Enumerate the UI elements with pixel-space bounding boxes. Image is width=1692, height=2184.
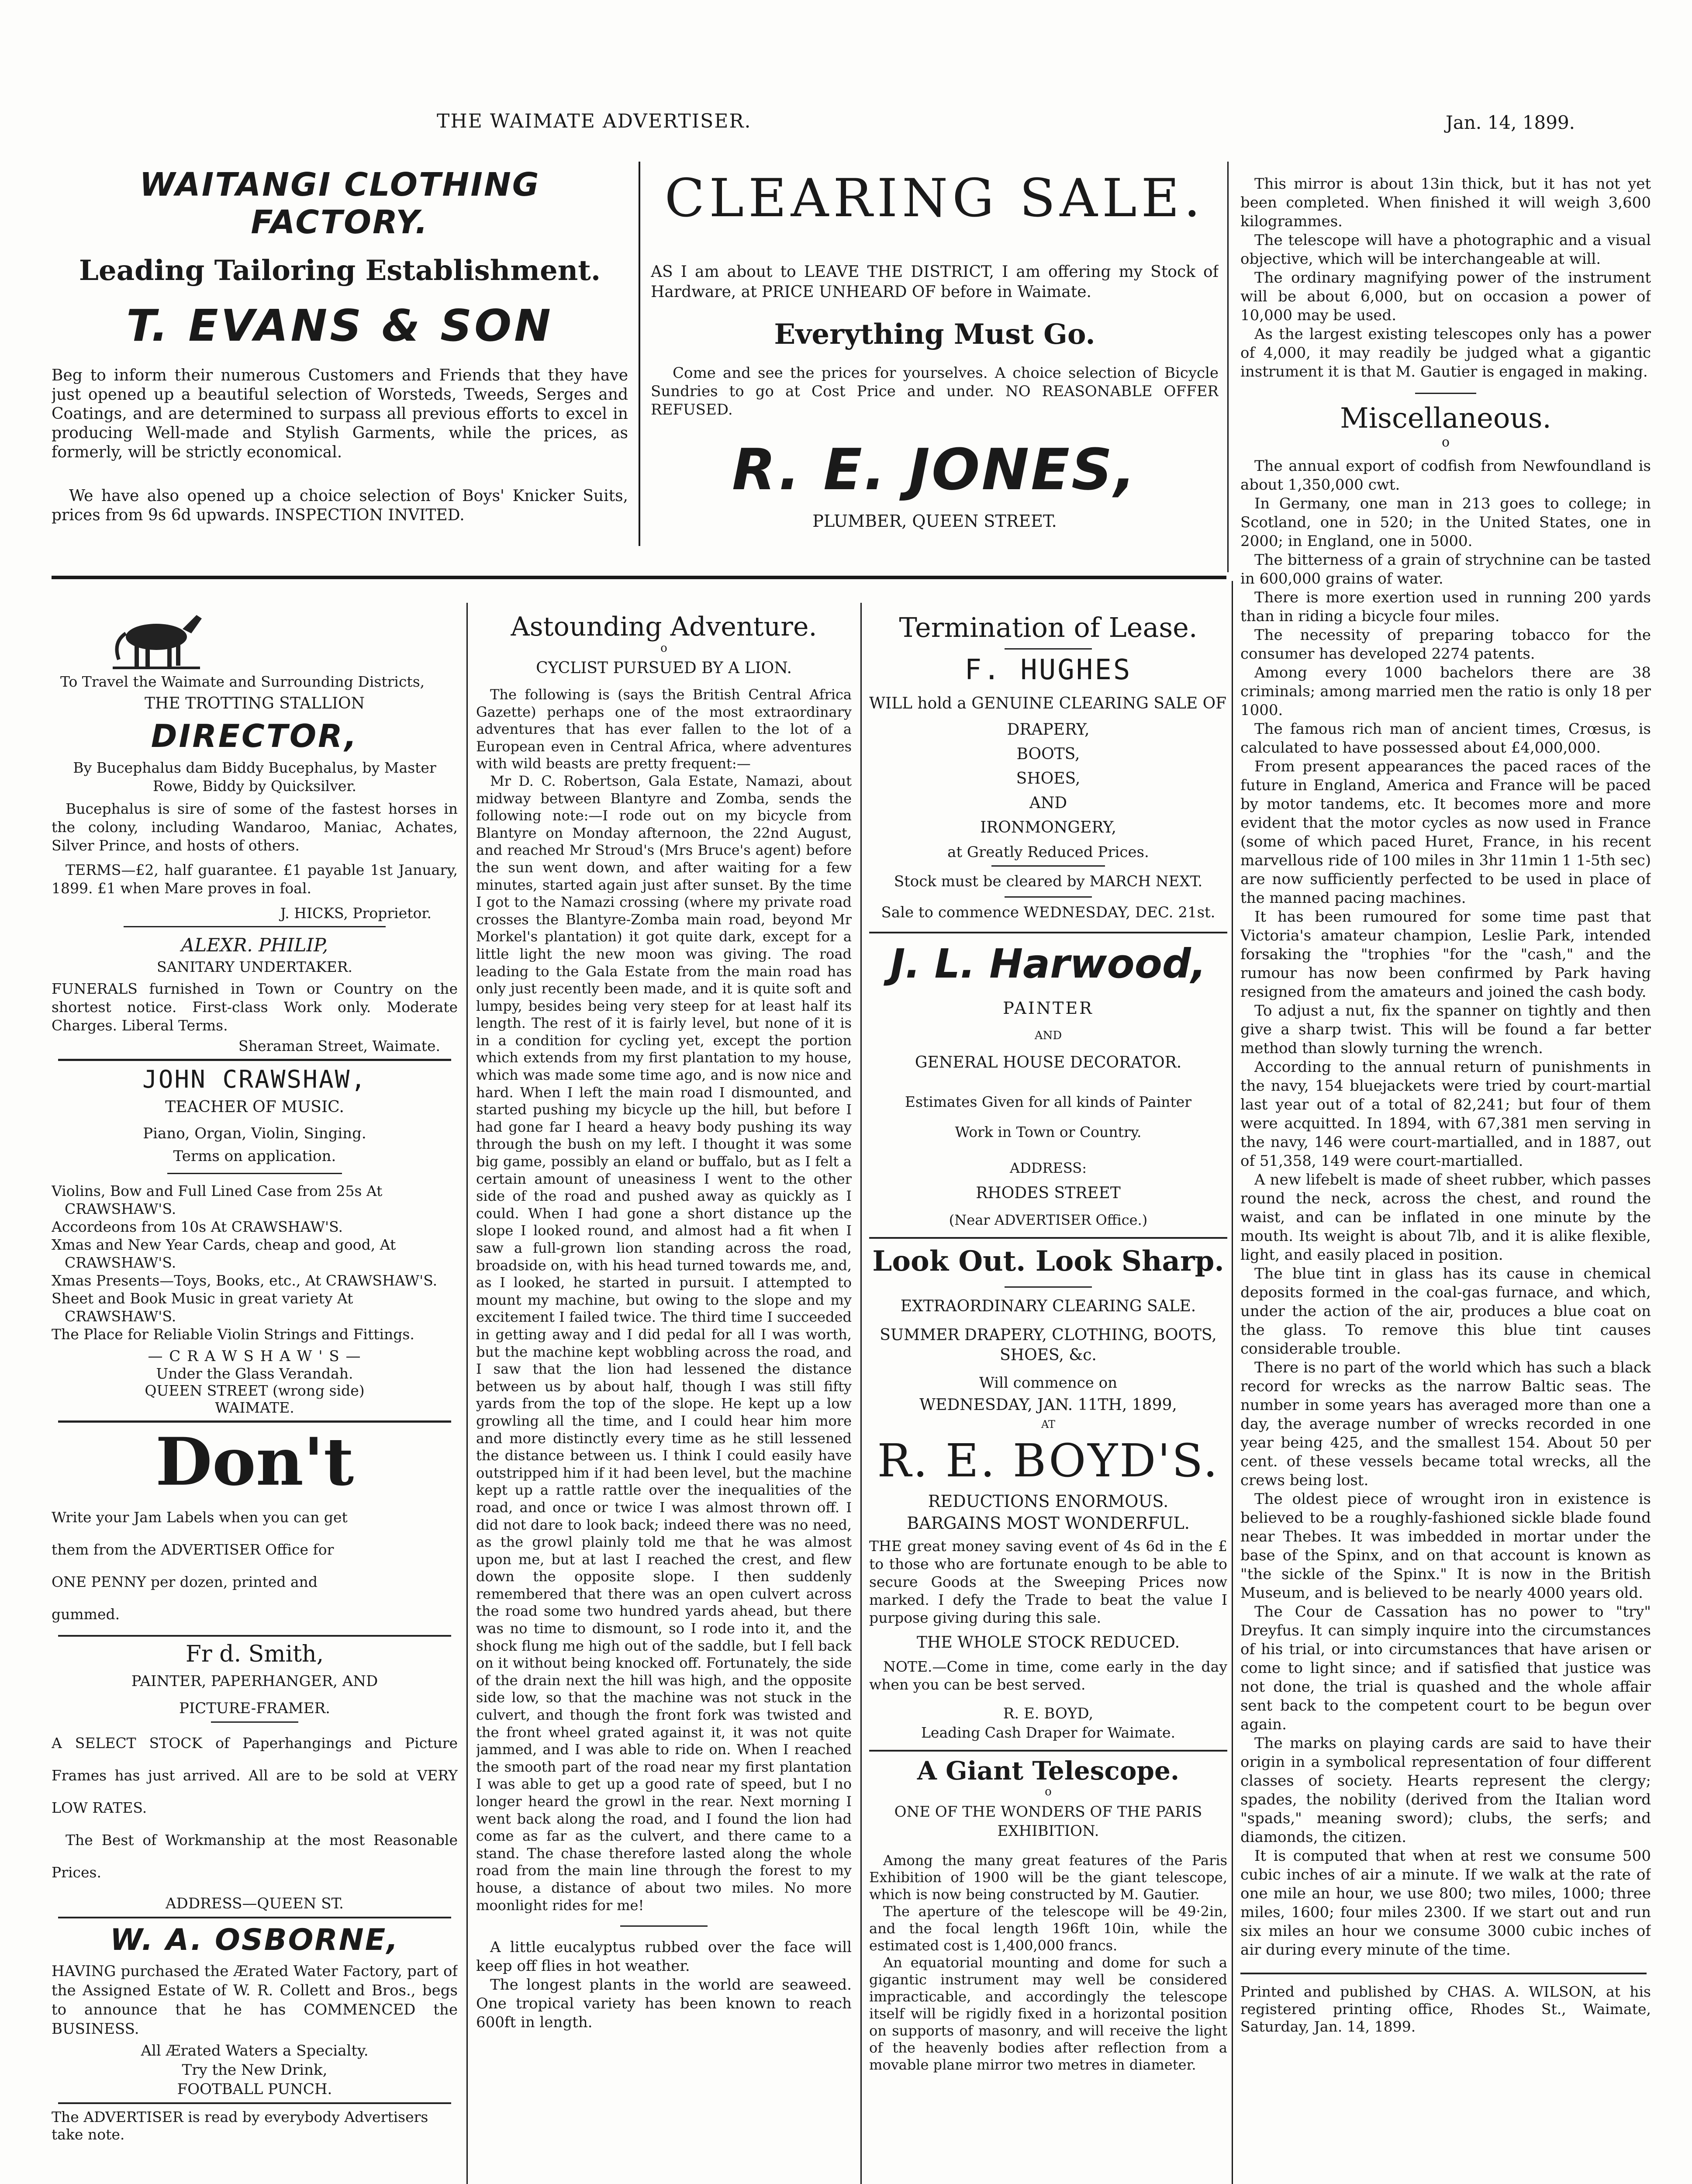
telescope-title: A Giant Telescope.	[917, 1756, 1180, 1786]
misc-paragraph: Among every 1000 bachelors there are 38 criminals; among married men the ratio is only 18 per 1000.	[1240, 664, 1651, 719]
masthead-date: Jan. 14, 1899.	[1446, 112, 1575, 133]
boyd-note: NOTE.—Come in time, come early in the day when you can be best served.	[869, 1658, 1227, 1693]
boyd-body: THE great money saving event of 4s 6d in the £ to those who are fortunate enough to be able to secure Goods at the Sweeping Prices now marked. I defy the Trade to beat the value I purpose giving during this sale.	[869, 1538, 1227, 1626]
misc-paragraph: It has been rumoured for some time past that Victoria's amateur champion, Leslie Park, intended forsaking the "trophies "for the "cash," and the rumour has now been confirmed by Park having resigned from the amateurs and joined the cash body.	[1240, 908, 1651, 1001]
divider	[620, 1925, 708, 1927]
misc-paragraph: The annual export of codfish from Newfoundland is about 1,350,000 cwt.	[1240, 457, 1651, 494]
lease-stock: Stock must be cleared by MARCH NEXT.	[894, 873, 1203, 890]
divider	[1005, 1286, 1092, 1288]
waitangi-body: Beg to inform their numerous Customers and Friends that they have just opened up a beautiful selection of Worsteds, Tweeds, Serges and Coatings, and are determined to surpass all previous efforts to excel in producing Well-made and Stylish Garments, while the prices, as formerly, will be strictly economical.	[52, 366, 628, 461]
misc-paragraph: It is computed that when at rest we consume 500 cubic inches of air a minute. If we walk at the rate of one mile an hour, we use 800; two miles, 1000; three miles, 1600; four miles 2300. If we start out and run six miles an hour we consume 3000 cubic inches of air during every minute of the time.	[1240, 1847, 1651, 1959]
adventure-paragraph: The following is (says the British Central Africa Gazette) perhaps one of the most extraordinary adventures that has ever fallen to the lot of a European even in Central Africa, where adventures with wild beasts are pretty frequent:—	[476, 686, 852, 772]
column-rule	[1227, 162, 1229, 572]
misc-paragraph: The Cour de Cassation has no power to "try" Dreyfus. It can simply inquire into the circumstances of his trial, or into circumstances that have arisen or come to light since; and if satisfied that justice was not done, the trial is quashed and the whole affair sent back to the competent court to be begun over again.	[1240, 1603, 1651, 1733]
clearing-trade: PLUMBER, QUEEN STREET.	[812, 511, 1057, 531]
harwood-trade: PAINTER	[1003, 999, 1094, 1018]
harwood-addr: RHODES STREET	[976, 1184, 1121, 1202]
director-body: Bucephalus is sire of some of the fastest horses in the colony, including Wandaroo, Maniac, Achates, Silver Prince, and hosts of others.	[52, 800, 458, 854]
clearing-title: CLEARING SALE.	[664, 170, 1205, 229]
divider	[991, 865, 1105, 867]
adventure-column	[476, 612, 852, 2184]
lease-item: DRAPERY,	[1007, 721, 1090, 739]
osborne-l1: All Ærated Waters a Specialty.	[141, 2042, 369, 2060]
osborne-name: W. A. OSBORNE,	[110, 1923, 399, 1957]
horse-icon	[104, 603, 209, 673]
boyd-goods: SUMMER DRAPERY, CLOTHING, BOOTS, SHOES, &c.	[880, 1326, 1217, 1364]
divider	[58, 1917, 451, 1918]
osborne-l2: Try the New Drink,	[182, 2061, 328, 2079]
lease-name: F. HUGHES	[964, 654, 1132, 686]
telescope-ornament: o	[1045, 1785, 1052, 1798]
waitangi-body2: We have also opened up a choice selection of Boys' Knicker Suits, prices from 9s 6d upwards. INSPECTION INVITED.	[52, 487, 628, 524]
misc-paragraph: The necessity of preparing tobacco for the consumer has developed 2274 patents.	[1240, 626, 1651, 663]
crawshaw-footer2: Under the Glass Verandah.	[156, 1365, 353, 1382]
telescope-sub: ONE OF THE WONDERS OF THE PARIS EXHIBITION.	[894, 1803, 1202, 1840]
philip-trade: SANITARY UNDERTAKER.	[156, 958, 353, 975]
clearing-sale-ad	[651, 170, 1219, 563]
smith-body2: The Best of Workmanship at the most Reasonable Prices.	[52, 1832, 458, 1881]
adventure-tail2: The longest plants in the world are seaweed. One tropical variety has been known to reach 600ft in length.	[476, 1976, 852, 2032]
smith-trade2: PICTURE-FRAMER.	[179, 1700, 330, 1717]
misc-paragraph: In Germany, one man in 213 goes to college; in Scotland, one in 520; in the United States, one in 2000; in England, one in 5000.	[1240, 495, 1651, 550]
misc-paragraph: There is no part of the world which has such a black record for wrecks as the narrow Baltic seas. The number in some years has averaged more than one a day, the average number of wrecks recorded in one year being 425, and the smallest 154. About 50 per cent. of these vessels became total wrecks, all the crews being lost.	[1240, 1359, 1651, 1489]
lease-item: SHOES,	[1016, 770, 1081, 788]
director-intro: To Travel the Waimate and Surrounding Districts,	[60, 673, 425, 690]
misc-title: Miscellaneous.	[1340, 402, 1551, 435]
waitangi-subtitle: Leading Tailoring Establishment.	[79, 254, 601, 287]
boyd-at: AT	[1041, 1418, 1056, 1431]
horse-illustration	[104, 603, 209, 673]
masthead-title: THE WAIMATE ADVERTISER.	[437, 110, 752, 132]
misc-paragraph: From present appearances the paced races of the future in England, America and France will be paced by motor tandems, etc. It becomes more and more evident that the motor cycles as now used in France (some of which paced Huret, France, in his recent marvellous ride of 100 miles in 3hr 11min 1 1-5th sec) are now sufficiently perfected to be used in place of the manned pacing machines.	[1240, 758, 1651, 907]
harwood-near: (Near ADVERTISER Office.)	[949, 1212, 1148, 1228]
adventure-paragraphs	[476, 686, 852, 1914]
harwood-est2: Work in Town or Country.	[955, 1123, 1142, 1140]
crawshaw-name: JOHN CRAWSHAW,	[142, 1065, 367, 1094]
director-pedigree: By Bucephalus dam Biddy Bucephalus, by Master Rowe, Biddy by Quicksilver.	[73, 759, 436, 795]
column-rule	[639, 162, 640, 546]
misc-paragraph: To adjust a nut, fix the spanner on tightly and then give a sharp twist. This will be found a far better method than slowly turning the wrench.	[1240, 1002, 1651, 1057]
clearing-name: R. E. JONES,	[732, 436, 1138, 503]
philip-body: FUNERALS furnished in Town or Country on the shortest notice. First-class Work only. Moderate Charges. Liberal Terms.	[52, 980, 458, 1034]
telescope-paragraph: Among the many great features of the Paris Exhibition of 1900 will be the giant telescope, which is now being constructed by M. Gautier.	[869, 1852, 1227, 1903]
adventure-ornament: o	[660, 642, 667, 655]
mirror-p4: As the largest existing telescopes only has a power of 4,000, it may readily be judged what a gigantic instrument it is that M. Gautier is engaged in making.	[1240, 325, 1651, 380]
osborne-body: HAVING purchased the Ærated Water Factory, part of the Assigned Estate of W. R. Collett and Bros., begs to announce that he has COMMENCED the BUSINESS.	[52, 1963, 458, 2038]
mirror-p2: The telescope will have a photographic and a visual objective, which will be interchangeable at will.	[1240, 232, 1651, 268]
lease-title: Termination of Lease.	[899, 612, 1198, 643]
left-column	[52, 603, 458, 2184]
column-rule	[1232, 581, 1233, 2184]
boyd-commence: Will commence on	[979, 1374, 1118, 1392]
divider	[869, 932, 1227, 933]
crawshaw-trade: TEACHER OF MUSIC.	[165, 1098, 344, 1116]
misc-paragraph: The oldest piece of wrought iron in existence is believed to be a roughly-fashioned sickle blade found near Thebes. It was imbedded in mortar under the base of the Spinx, and on that account is known as "the sickle of the Spinx." It is now in the British Museum, and is believed to be nearly 4000 years old.	[1240, 1490, 1651, 1602]
right-column	[1240, 175, 1651, 2184]
divider	[1005, 648, 1092, 650]
dont-title: Don't	[155, 1424, 354, 1500]
clearing-sub: Everything Must Go.	[774, 318, 1095, 351]
harwood-trade2: GENERAL HOUSE DECORATOR.	[915, 1054, 1182, 1071]
waitangi-name: T. EVANS & SON	[126, 300, 553, 351]
lease-item: AND	[1029, 794, 1067, 812]
crawshaw-terms: Terms on application.	[173, 1147, 336, 1165]
divider	[869, 1237, 1227, 1239]
divider	[1005, 896, 1092, 898]
lease-items	[869, 718, 1227, 840]
lease-sale: Sale to commence WEDNESDAY, DEC. 21st.	[881, 904, 1215, 921]
director-name: DIRECTOR,	[151, 718, 359, 754]
column-rule	[466, 603, 468, 2184]
column-rule	[860, 603, 862, 2184]
misc-paragraph: The famous rich man of ancient times, Crœsus, is calculated to have possessed about £4,000,000.	[1240, 720, 1651, 757]
smith-addr: ADDRESS—QUEEN ST.	[166, 1895, 344, 1912]
crawshaw-footer4: WAIMATE.	[215, 1399, 294, 1416]
crawshaw-footer1: — C R A W S H A W ' S —	[148, 1348, 362, 1365]
adventure-paragraph: Mr D. C. Robertson, Gala Estate, Namazi, about midway between Blantyre and Zomba, sends the following note:—I rode out on my bicycle from Blantyre on Monday afternoon, the 22nd August, and reached Mr Stroud's (Mrs Bruce's agent) before the sun went down, and after waiting for a few minutes, started again just after sunset. By the time I got to the Namazi crossing (where my private road crosses the Blantyre-Zomba main road, beyond Mr Morkel's plantation) it got quite dark, except for a little light the new moon was giving. The road leading to the Gala Estate from the main road has only just recently been made, and it is quite soft and lumpy, besides being very steep for at least half its length. The rest of it is fairly level, but none of it is in a condition for cycling yet, except the portion which extends from my first plantation to my house, which was made some time ago, and is now nice and hard. When I left the main road I dismounted, and started pushing my bicycle up the hill, but before I had gone far I heard a heavy body pushing its way through the bush on my left. I thought it was some big game, possibly an eland or buffalo, but as I felt a certain amount of uneasiness I went to the other side of the road and pushed away as quickly as I could. When I had gone a short distance up the slope I looked round, and almost had a fit when I saw a full-grown lion standing across the road, broadside on, with his head turned towards me, and, as I looked, he started in pursuit. I attempted to mount my machine, but owing to the slope and my excitement I failed twice. The third time I succeeded in getting away and I did pedal for all I was worth, but the machine kept wobbling across the road, and I saw that the lion had lessened the distance between us by about half, though I was still fifty yards from the top of the slope. He kept up a low growling all the time, and I could hear him more and more distinctly every time as he still lessened the distance between us. I think I could easily have outstripped him if it had been level, but the machine kept up a rattle rattle over the inequalities of the road, and once or twice I was almost thrown off. I did not dare to look back; indeed there was no need, as the growl plainly told me that he was almost upon me, but at last I reached the crest, and flew down the opposite slope. I then suddenly remembered that there was an open culvert across the road some two hundred yards ahead, but there was no time to dismount, so I rode into it, and the shock flung me high out of the saddle, but I fell back on it without being knocked off. Fortunately, the side of the drain next the hill was high, and the opposite side low, so that the machine was not stuck in the culvert, and though the front fork was twisted and the front wheel grated against it, it was not quite jammed, and I was able to ride on. When I reached the smooth part of the road near my first plantation I was able to get up a good rate of speed, but I no longer heard the growl in the rear. Next morning I went back along the road, and I found the lion had come as far as the culvert, and there came to a stand. The chase therefore lasted along the whole road from the main line through the forest to my house, a distance of about two miles. No more moonlight rides for me!	[476, 772, 852, 1914]
divider	[1415, 393, 1476, 394]
divider	[211, 1721, 298, 1723]
harwood-est: Estimates Given for all kinds of Painter	[905, 1093, 1192, 1110]
boyd-red: REDUCTIONS ENORMOUS.	[928, 1492, 1169, 1511]
dont-l1: Write your Jam Labels when you can get	[52, 1509, 348, 1526]
divider	[58, 1635, 451, 1637]
boyd-title: Look Out. Look Sharp.	[872, 1245, 1224, 1278]
crawshaw-item: Violins, Bow and Full Lined Case from 25s At CRAWSHAW'S.	[52, 1182, 383, 1217]
divider	[869, 1750, 1227, 1752]
smith-body1: A SELECT STOCK of Paperhangings and Picture Frames has just arrived. All are to be sold at VERY LOW RATES.	[52, 1735, 458, 1816]
crawshaw-footer3: QUEEN STREET (wrong side)	[145, 1382, 365, 1399]
adventure-sub: CYCLIST PURSUED BY A LION.	[536, 659, 792, 677]
waitangi-ad	[52, 166, 628, 546]
telescope-paragraphs	[869, 1852, 1227, 2073]
boyd-whole: THE WHOLE STOCK REDUCED.	[916, 1634, 1180, 1652]
crawshaw-item: Sheet and Book Music in great variety At CRAWSHAW'S.	[52, 1290, 353, 1325]
telescope-paragraph: An equatorial mounting and dome for such a gigantic instrument may well be considered impracticable, and accordingly the telescope itself will be rigidly fixed in a horizontal position on supports of masonry, and will receive the light of the heavenly bodies after reflection from a movable plane mirror two metres in diameter.	[869, 1954, 1227, 2073]
section-rule	[52, 576, 1226, 579]
divider	[124, 926, 386, 927]
dont-l3: ONE PENNY per dozen, printed and	[52, 1573, 318, 1590]
divider	[58, 2102, 451, 2104]
advertiser-note: The ADVERTISER is read by everybody Advertisers take note.	[52, 2108, 428, 2143]
divider	[167, 1173, 342, 1174]
lease-prices: at Greatly Reduced Prices.	[947, 843, 1149, 861]
ads-column	[869, 612, 1227, 2184]
crawshaw-item: The Place for Reliable Violin Strings and Fittings.	[52, 1326, 414, 1343]
misc-paragraph: According to the annual return of punishments in the navy, 154 bluejackets were tried by court-martial last year out of a total of 82,241; but four of them were acquitted. In 1894, with 67,381 men serving in the navy, 146 were court-martialled, and in 1887, out of 51,358, 149 were court-martialled.	[1240, 1058, 1651, 1170]
dont-l2: them from the ADVERTISER Office for	[52, 1541, 334, 1558]
misc-paragraph: The bitterness of a grain of strychnine can be tasted in 600,000 grains of water.	[1240, 551, 1651, 587]
divider	[58, 1059, 451, 1061]
misc-paragraph: There is more exertion used in running 200 yards than in riding a bicycle four miles.	[1240, 589, 1651, 625]
boyd-sig2: Leading Cash Draper for Waimate.	[921, 1724, 1175, 1741]
smith-name: Fr d. Smith,	[185, 1641, 324, 1667]
misc-paragraph: The blue tint in glass has its cause in chemical deposits formed in the coal-gas furnace, and which, under the action of the air, produces a blue coat on the glass. To remove this blue tint causes considerable trouble.	[1240, 1265, 1651, 1358]
divider	[58, 1420, 451, 1423]
misc-paragraph: A new lifebelt is made of sheet rubber, which passes round the neck, across the chest, and round the waist, and can be inflated in one minute by the mouth. Its weight is about 7lb, and it is alike flexible, light, and easily placed in position.	[1240, 1171, 1651, 1264]
director-terms: TERMS—£2, half guarantee. £1 payable 1st January, 1899. £1 when Mare proves in foal.	[52, 861, 458, 897]
lease-item: BOOTS,	[1016, 745, 1080, 763]
crawshaw-items	[52, 1182, 458, 1343]
harwood-and: AND	[1034, 1029, 1062, 1042]
crawshaw-instr: Piano, Organ, Violin, Singing.	[143, 1125, 366, 1142]
osborne-l3: FOOTBALL PUNCH.	[177, 2080, 332, 2098]
imprint: Printed and published by CHAS. A. WILSON, at his registered printing office, Rhodes St., Waimate, Saturday, Jan. 14, 1899.	[1240, 1983, 1651, 2035]
philip-addr: Sheraman Street, Waimate.	[238, 1037, 440, 1054]
divider	[1240, 1973, 1647, 1974]
crawshaw-item: Xmas and New Year Cards, cheap and good, At CRAWSHAW'S.	[52, 1236, 396, 1271]
clearing-intro: AS I am about to LEAVE THE DISTRICT, I am offering my Stock of Hardware, at PRICE UNHEARD OF before in Waimate.	[651, 263, 1219, 301]
misc-ornament: o	[1441, 435, 1450, 450]
boyd-sale: EXTRAORDINARY CLEARING SALE.	[900, 1297, 1196, 1315]
harwood-name: J. L. Harwood,	[890, 940, 1206, 987]
clearing-body: Come and see the prices for yourselves. A choice selection of Bicycle Sundries to go at Cost Price and under. NO REASONABLE OFFER REFUSED.	[651, 364, 1219, 418]
boyd-name: R. E. BOYD'S.	[877, 1434, 1219, 1487]
lease-item: IRONMONGERY,	[980, 819, 1116, 836]
boyd-date: WEDNESDAY, JAN. 11TH, 1899,	[919, 1396, 1177, 1414]
director-line: THE TROTTING STALLION	[144, 695, 365, 712]
crawshaw-item: Accordeons from 10s At CRAWSHAW'S.	[52, 1218, 343, 1235]
crawshaw-item: Xmas Presents—Toys, Books, etc., At CRAWSHAW'S.	[52, 1272, 438, 1289]
adventure-tail1: A little eucalyptus rubbed over the face will keep off flies in hot weather.	[476, 1939, 852, 1975]
boyd-sig: R. E. BOYD,	[1003, 1705, 1094, 1722]
smith-trade: PAINTER, PAPERHANGER, AND	[131, 1673, 378, 1690]
dont-l4: gummed.	[52, 1606, 120, 1623]
telescope-paragraph: The aperture of the telescope will be 49·2in, and the focal length 196ft 10in, while the estimated cost is 1,400,000 francs.	[869, 1903, 1227, 1954]
adventure-title: Astounding Adventure.	[511, 612, 817, 642]
harwood-addr-label: ADDRESS:	[1010, 1160, 1087, 1176]
misc-paragraph: The marks on playing cards are said to have their origin in a symbolical representation of four different classes of society. Hearts represent the clergy; spades, the nobility (derived from the Italian word "spads," meaning sword); clubs, the serfs; and diamonds, the citizen.	[1240, 1735, 1651, 1846]
philip-name: ALEXR. PHILIP,	[181, 934, 328, 956]
boyd-bargains: BARGAINS MOST WONDERFUL.	[907, 1514, 1190, 1533]
director-prop: J. HICKS, Proprietor.	[280, 905, 432, 922]
mirror-p3: The ordinary magnifying power of the instrument will be about 6,000, but on occasion a power of 10,000 may be used.	[1240, 269, 1651, 324]
mirror-p1: This mirror is about 13in thick, but it has not yet been completed. When finished it will weigh 3,600 kilogrammes.	[1240, 175, 1651, 230]
lease-body: WILL hold a GENUINE CLEARING SALE OF	[869, 695, 1227, 712]
waitangi-title: WAITANGI CLOTHING FACTORY.	[139, 166, 540, 241]
misc-paragraphs	[1240, 457, 1651, 1959]
